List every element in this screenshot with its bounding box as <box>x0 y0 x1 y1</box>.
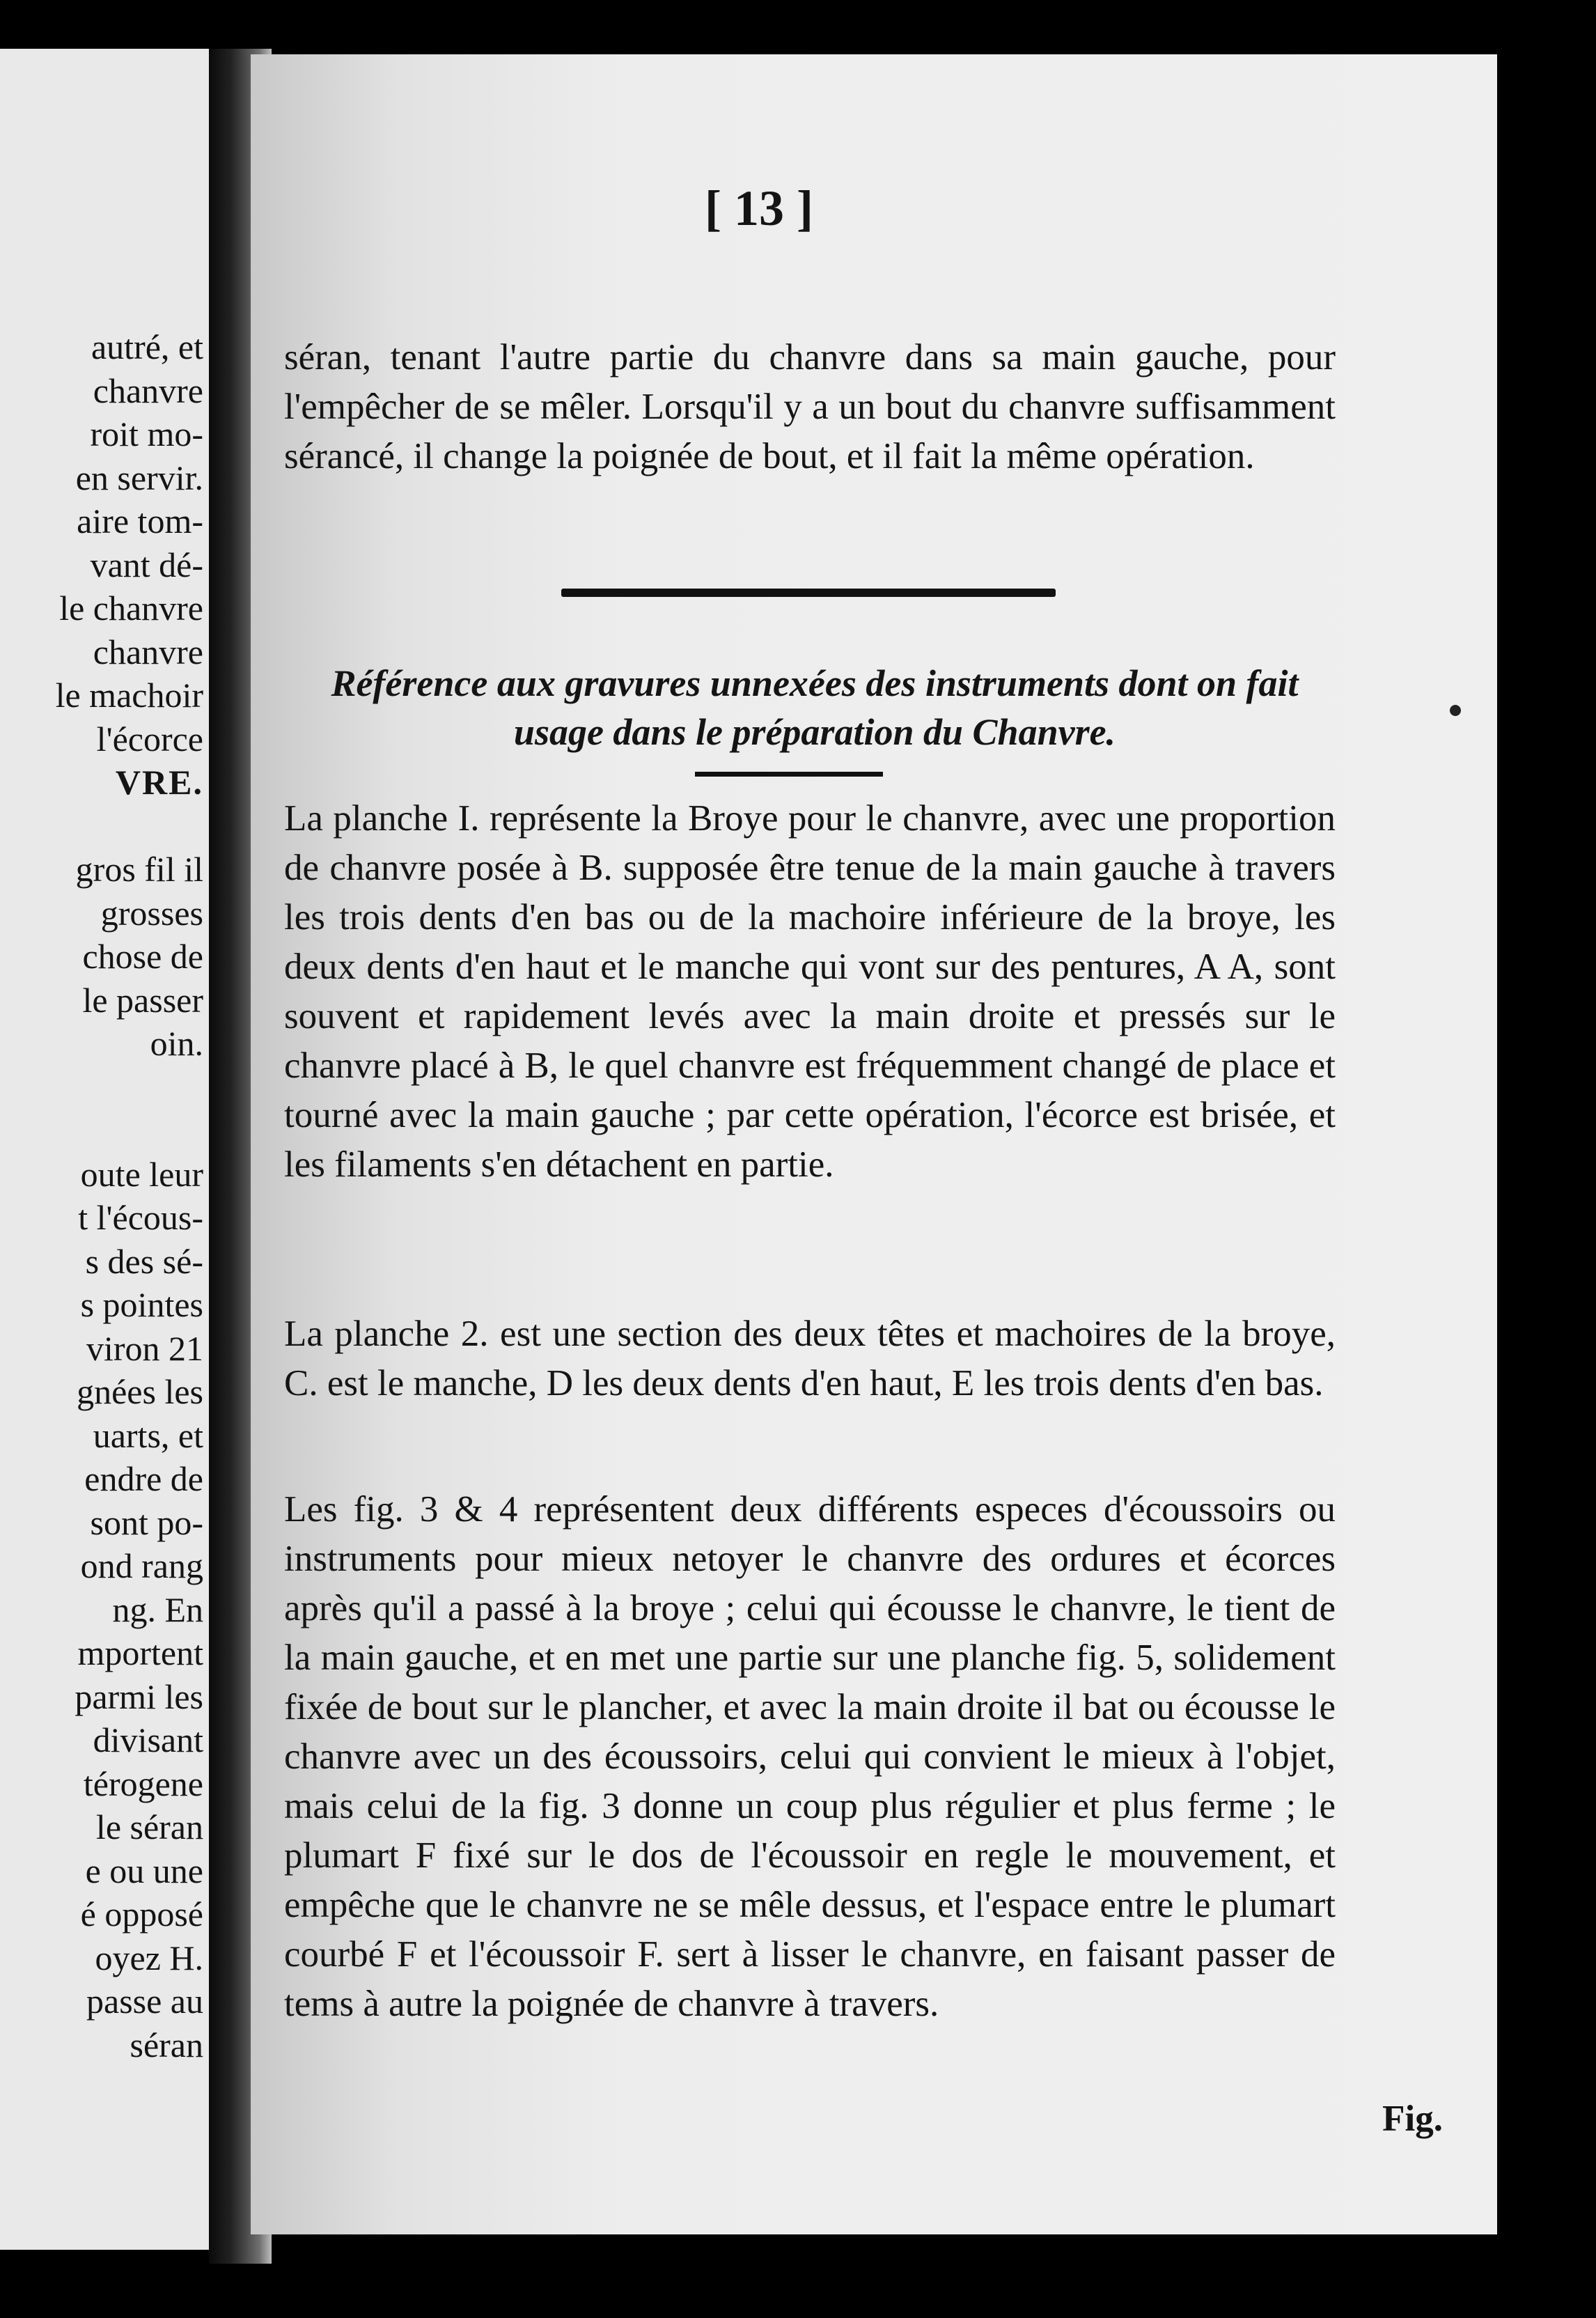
left-page-line: e ou une <box>85 1851 203 1890</box>
left-page-line: oyez H. <box>95 1938 203 1977</box>
left-page-line: séran <box>130 2025 203 2064</box>
left-page-line: oin. <box>150 1024 203 1063</box>
section-heading: Référence aux gravures unnexées des instruments dont on fait usage dans le préparation du Chanvre. <box>331 662 1299 753</box>
left-page-line: chose de <box>82 937 203 976</box>
heading-underline-rule <box>695 772 883 777</box>
left-page-line: passe au <box>86 1982 203 2021</box>
left-page-line: s pointes <box>80 1285 203 1324</box>
left-page-line: endre de <box>84 1459 203 1498</box>
left-page-line: aire tom- <box>77 501 203 540</box>
left-page-line: VRE. <box>115 763 203 802</box>
left-page-line: sont po- <box>90 1502 203 1542</box>
paragraph-fig-3-4: Les fig. 3 & 4 représentent deux différents especes d'écoussoirs ou instruments pour mieux netoyer le chanvre des ordures et écorces après qu'il a passé à la broye ; celui qui écousse le chanvre, le tient de la main gauche, et en met une partie sur une planche fig. 5, solidement fixée de bout sur le plancher, et avec la main droite il bat ou écousse le chanvre avec un des écoussoirs, celui qui convient le mieux à l'objet, mais celui de la fig. 3 donne un coup plus régulier et plus ferme ; le plumart F fixé sur le dos de l'écoussoir en regle le mouvement, et empêche que le chanvre ne se mêle dessus, et l'espace entre le plumart courbé F et l'écoussoir F. sert à lisser le chanvre, en faisant passer de tems à autre la poignée de chanvre à travers. <box>284 1489 1336 2024</box>
page-blemish-dot <box>1450 705 1461 716</box>
left-page-line: autré, et <box>91 327 203 366</box>
left-page-line: t l'écous- <box>78 1198 203 1237</box>
paragraph-planche-2: La planche 2. est une section des deux têtes et machoires de la broye, C. est le manche, D les deux dents d'en haut, E les trois dents d'en bas. <box>284 1314 1336 1403</box>
left-page-line: vant dé- <box>90 545 203 584</box>
left-page-line: oute leur <box>80 1154 203 1194</box>
left-page-line: térogene <box>83 1764 203 1803</box>
left-page-line: viron 21 <box>86 1328 203 1368</box>
left-page-line: é opposé <box>80 1895 203 1934</box>
left-page <box>0 49 216 2250</box>
left-page-line: en servir. <box>75 458 203 497</box>
left-page-line: gros fil il <box>75 850 203 889</box>
section-divider-rule <box>561 589 1056 597</box>
catchword: Fig. <box>1382 2099 1443 2139</box>
left-page-line: chanvre <box>93 371 203 410</box>
left-page-line: gnées les <box>77 1372 203 1411</box>
page-number: [ 13 ] <box>705 180 813 236</box>
paragraph-continuation: séran, tenant l'autre partie du chanvre dans sa main gauche, pour l'empêcher de se mêler. Lorsqu'il y a un bout du chanvre suffisamment sérancé, il change la poignée de bout, et il fait la même opération. <box>284 337 1336 476</box>
left-page-line: le chanvre <box>59 589 203 628</box>
left-page-line: le passer <box>82 980 203 1020</box>
left-page-line: roit mo- <box>90 414 203 453</box>
left-page-line: ond rang <box>80 1546 203 1585</box>
left-page-line: le séran <box>95 1807 203 1846</box>
left-page-line: grosses <box>100 893 203 933</box>
left-page-line: chanvre <box>93 632 203 671</box>
left-page-line: mportent <box>77 1633 203 1672</box>
left-page-line: ng. En <box>112 1589 203 1629</box>
left-page-line: uarts, et <box>93 1415 203 1455</box>
left-page-line: l'écorce <box>96 719 203 759</box>
left-page-line: divisant <box>93 1720 203 1759</box>
paragraph-planche-1: La planche I. représente la Broye pour le chanvre, avec une proportion de chanvre posée à B. supposée être tenue de la main gauche à travers les trois dents d'en bas ou de la machoire inférieure de la broye, les deux dents d'en haut et le manche qui vont sur des pentures, A A, sont souvent et rapidement levés avec la main droite et pressés sur le chanvre placé à B, le quel chanvre est fréquemment changé de place et tourné avec la main gauche ; par cette opération, l'écorce est brisée, et les filaments s'en détachent en partie. <box>284 798 1336 1185</box>
left-page-line: le machoir <box>55 676 203 715</box>
left-page-line: s des sé- <box>85 1241 203 1281</box>
left-page-line: parmi les <box>75 1677 203 1716</box>
